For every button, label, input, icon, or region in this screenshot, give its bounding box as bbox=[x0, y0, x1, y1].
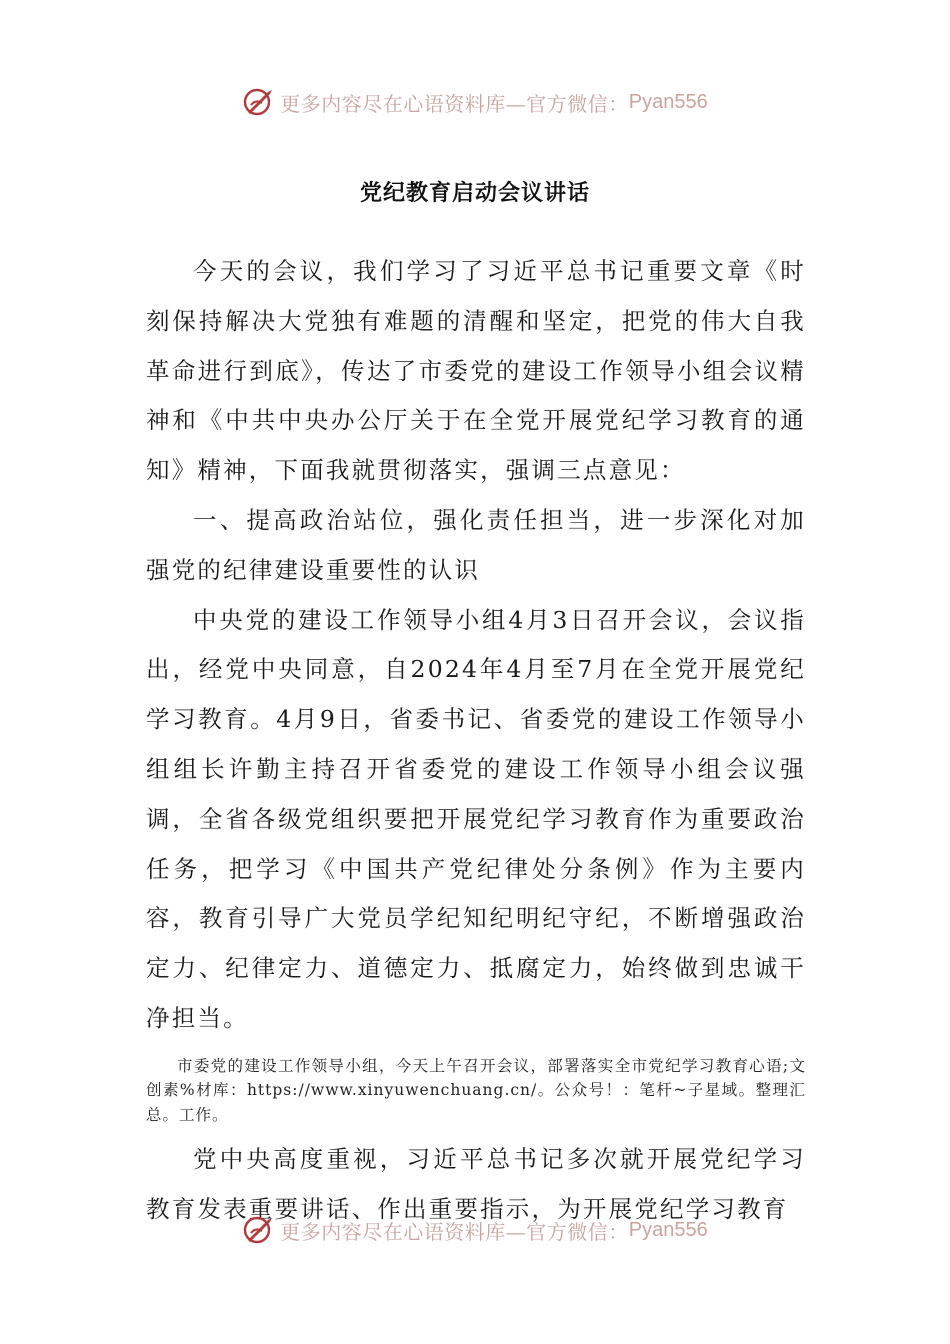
watermark-text: 更多内容尽在心语资料库—官方微信： bbox=[280, 91, 629, 116]
section-heading: 一、提高政治站位，强化责任担当，进一步深化对加强党的纪律建设重要性的认识 bbox=[146, 505, 806, 584]
paragraph: 今天的会议，我们学习了习近平总书记重要文章《时刻保持解决大党独有难题的清醒和坚定，把党的伟大自我革命进行到底》，传达了市委党的建设工作领导小组会议精神和《中共中央办公厅关于在全党开展党纪学习教育的通知》精神，下面我就贯彻落实，强调三点意见： bbox=[146, 257, 806, 485]
footer-watermark bbox=[0, 1210, 950, 1250]
pen-logo-icon bbox=[242, 85, 276, 119]
watermark-wechat-id: Pyan556 bbox=[628, 90, 708, 113]
document-title: 党纪教育启动会议讲话 bbox=[359, 181, 590, 206]
header-watermark bbox=[0, 82, 950, 122]
pen-logo-icon bbox=[242, 1213, 276, 1247]
paragraph: 中央党的建设工作领导小组4月3日召开会议，会议指出，经党中央同意，自2024年4月至7月在全党开展党纪学习教育。4月9日，省委书记、省委党的建设工作领导小组组长许勤主持召开省委党的建设工作领导小组会议强调，全省各级党组织要把开展党纪学习教育作为重要政治任务，把学习《中国共产党纪律处分条例》作为主要内容，教育引导广大党员学纪知纪明纪守纪，不断增强政治定力、纪律定力、道德定力、抵腐定力，始终做到忠诚干净担当。 bbox=[146, 605, 806, 1032]
document-body bbox=[146, 247, 806, 1235]
watermark-wechat-id: Pyan556 bbox=[628, 1218, 708, 1241]
paragraph: 党中央高度重视，习近平总书记多次就开展党纪学习教育发表重要讲话、作出重要指示，为开展党纪学习教育 bbox=[146, 1145, 806, 1224]
source-note: 市委党的建设工作领导小组，今天上午召开会议，部署落实全市党纪学习教育心语;文创素%材库：https://www.xinyuwenchuang.cn/。公众号！：笔杆~子星域。整理汇总。工作。 bbox=[146, 1056, 806, 1124]
watermark-text: 更多内容尽在心语资料库—官方微信： bbox=[280, 1219, 629, 1244]
